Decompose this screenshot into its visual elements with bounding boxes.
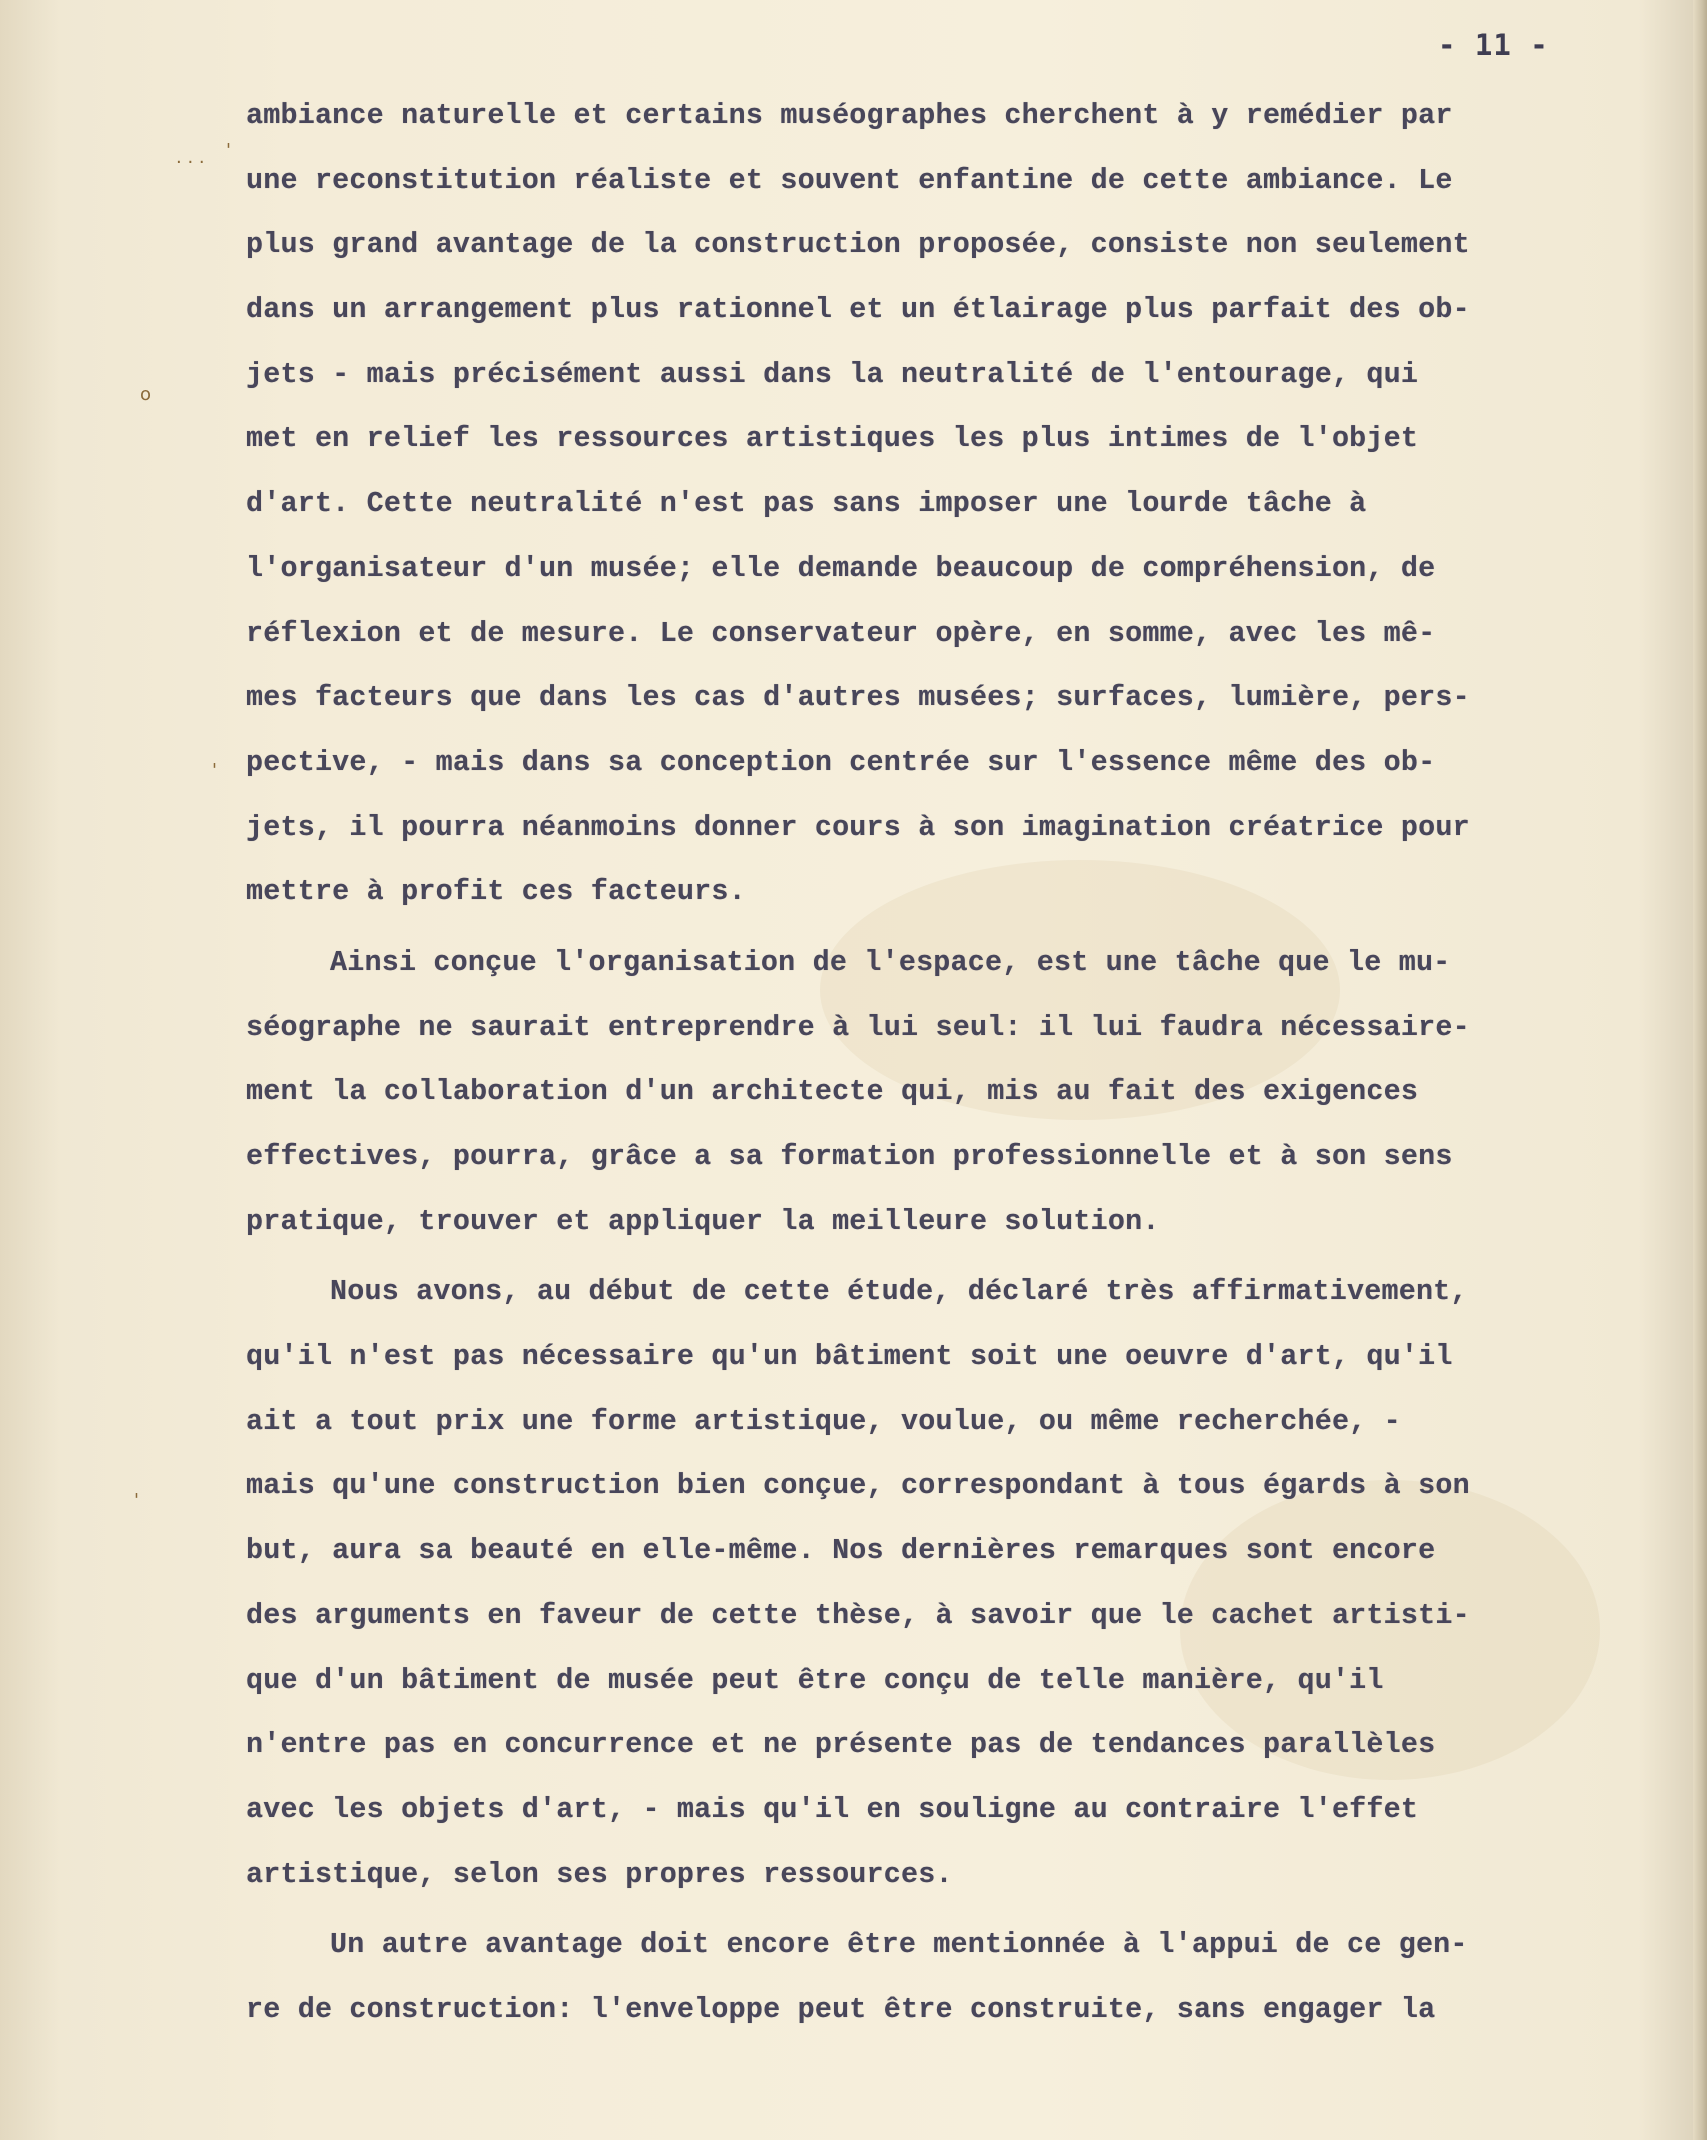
- margin-mark: ': [212, 760, 217, 781]
- text-line: ment la collaboration d'un architecte qui, mis au fait des exigences: [246, 1075, 1419, 1109]
- text-line: ambiance naturelle et certains muséographes cherchent à y remédier par: [246, 99, 1453, 132]
- text-line: ait a tout prix une forme artistique, voulue, ou même recherchée, -: [246, 1404, 1401, 1438]
- text-line: jets - mais précisément aussi dans la neutralité de l'entourage, qui: [246, 357, 1419, 391]
- text-line: d'art. Cette neutralité n'est pas sans imposer une lourde tâche à: [246, 487, 1367, 521]
- margin-mark: · · ·: [176, 152, 205, 173]
- text-line: mais qu'une construction bien conçue, correspondant à tous égards à son: [246, 1469, 1470, 1503]
- text-line: que d'un bâtiment de musée peut être conçu de telle manière, qu'il: [246, 1663, 1384, 1697]
- text-line: mettre à profit ces facteurs.: [246, 875, 746, 909]
- body-text: [246, 84, 1686, 2043]
- text-line: qu'il n'est pas nécessaire qu'un bâtiment soit une oeuvre d'art, qu'il: [246, 1340, 1453, 1374]
- text-line: re de construction: l'enveloppe peut être construite, sans engager la: [246, 1992, 1436, 2026]
- margin-mark: o: [140, 384, 152, 405]
- text-line: avec les objets d'art, - mais qu'il en souligne au contraire l'effet: [246, 1792, 1419, 1826]
- paragraph: [246, 931, 1686, 1254]
- text-line: effectives, pourra, grâce a sa formation professionnelle et à son sens: [246, 1140, 1453, 1173]
- text-line: Ainsi conçue l'organisation de l'espace, est une tâche que le mu-: [330, 945, 1451, 979]
- margin-mark: ': [134, 1490, 139, 1511]
- paragraph: [246, 1913, 1686, 2042]
- page-edge: [1693, 0, 1707, 2140]
- paragraph: [246, 1260, 1686, 1907]
- text-line: une reconstitution réaliste et souvent enfantine de cette ambiance. Le: [246, 163, 1453, 197]
- page-fold-shadow: [0, 0, 60, 2140]
- margin-mark: ': [226, 140, 231, 161]
- paragraph: [246, 84, 1686, 925]
- text-line: séographe ne saurait entreprendre à lui seul: il lui faudra nécessaire-: [246, 1010, 1470, 1044]
- text-line: plus grand avantage de la construction proposée, consiste non seulement: [246, 228, 1470, 262]
- text-line: des arguments en faveur de cette thèse, à savoir que le cachet artisti-: [246, 1598, 1470, 1632]
- text-line: pective, - mais dans sa conception centrée sur l'essence même des ob-: [246, 745, 1436, 779]
- text-line: l'organisateur d'un musée; elle demande beaucoup de compréhension, de: [246, 551, 1436, 585]
- text-line: mes facteurs que dans les cas d'autres musées; surfaces, lumière, pers-: [246, 681, 1470, 715]
- text-line: jets, il pourra néanmoins donner cours à son imagination créatrice pour: [246, 810, 1470, 844]
- text-line: Un autre avantage doit encore être mentionnée à l'appui de ce gen-: [330, 1928, 1468, 1962]
- text-line: but, aura sa beauté en elle-même. Nos dernières remarques sont encore: [246, 1534, 1436, 1568]
- text-line: n'entre pas en concurrence et ne présente pas de tendances parallèles: [246, 1728, 1436, 1762]
- text-line: dans un arrangement plus rationnel et un étlairage plus parfait des ob-: [246, 293, 1470, 327]
- page-number: - 11 -: [1438, 28, 1549, 62]
- text-line: pratique, trouver et appliquer la meilleure solution.: [246, 1204, 1160, 1238]
- text-line: artistique, selon ses propres ressources.: [246, 1857, 953, 1891]
- text-line: Nous avons, au début de cette étude, déclaré très affirmativement,: [330, 1275, 1468, 1309]
- text-line: réflexion et de mesure. Le conservateur opère, en somme, avec les mê-: [246, 616, 1436, 650]
- text-line: met en relief les ressources artistiques les plus intimes de l'objet: [246, 422, 1419, 456]
